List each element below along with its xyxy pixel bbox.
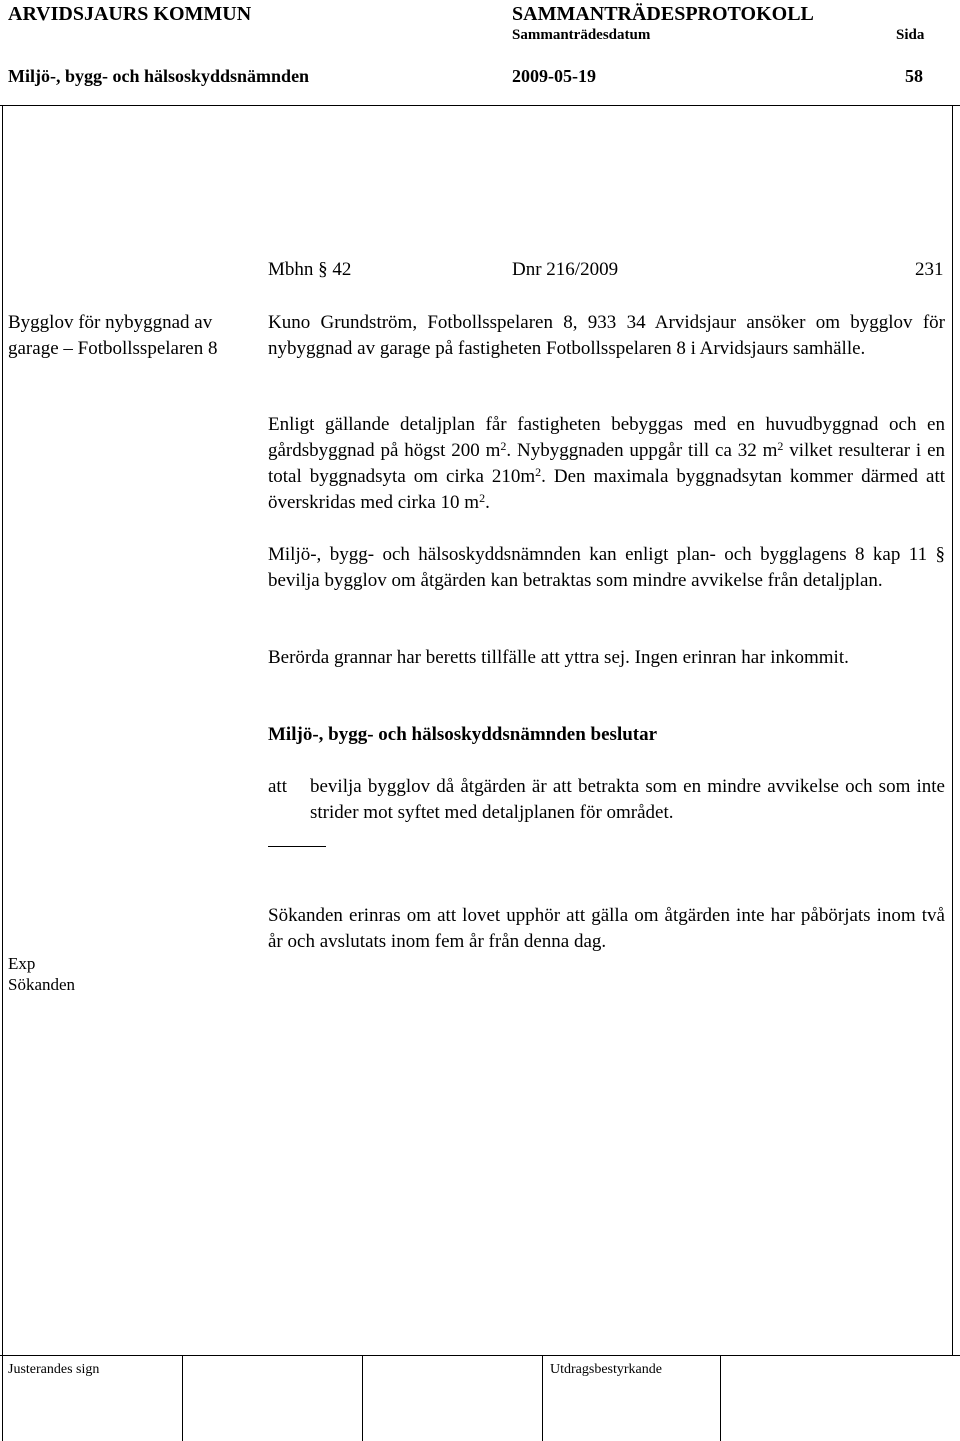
decision-text: bevilja bygglov då åtgärden är att betrakta som en mindre avvikelse och som inte strider mot syftet med detaljplanen för området.	[310, 776, 945, 823]
detail-plan-paragraph: Enligt gällande detaljplan får fastigheten bebyggas med en huvudbyggnad och en gårdsbyggnad på högst 200 $m^2$. Nybyggnaden uppgår till ca 32 $m^2$ vilket resulterar i en total byggnadsyta om cirka $210m^2$. Den maximala byggnadsytan kommer därmed att överskridas med cirka 10 $m^2$.	[268, 414, 946, 513]
application-paragraph: Kuno Grundström, Fotbollsspelaren 8, 933 34 Arvidsjaur ansöker om bygglov för nybyggnad av garage på fastigheten Fotbollsspelaren 8 i Arvidsjaurs samhälle.	[268, 312, 945, 359]
footer-divider-3	[542, 1355, 543, 1441]
document-type: SAMMANTRÄDESPROTOKOLL	[512, 3, 814, 25]
page-label: Sida	[896, 27, 925, 43]
footer-divider-1	[182, 1355, 183, 1441]
subject-line-1: Bygglov för nybyggnad av	[8, 312, 213, 333]
frame-right-line	[952, 105, 953, 1355]
paragraph-number: Mbhn § 42	[268, 259, 352, 280]
page-number: 58	[905, 66, 923, 86]
exp-label: Exp	[8, 954, 36, 973]
case-dnr: Dnr 216/2009	[512, 259, 619, 280]
footer-divider-2	[362, 1355, 363, 1441]
adjuster-signature-label: Justerandes sign	[8, 1362, 100, 1377]
date-label: Sammanträdesdatum	[512, 27, 651, 43]
legal-basis-paragraph: Miljö-, bygg- och hälsoskyddsnämnden kan enligt plan- och bygglagens 8 kap 11 § bevilja bygglov om åtgärden kan betraktas som mindre avvikelse från detaljplan.	[268, 544, 945, 591]
decision-heading: Miljö-, bygg- och hälsoskyddsnämnden beslutar	[268, 724, 658, 745]
case-code: 231	[915, 259, 944, 280]
decision-end-rule	[268, 846, 326, 847]
footer-divider-4	[720, 1355, 721, 1441]
frame-left-line	[2, 105, 3, 1441]
decision-att: att	[268, 776, 287, 797]
subject-line-2: garage – Fotbollsspelaren 8	[8, 338, 218, 359]
footer-top-line	[0, 1355, 960, 1356]
meeting-date: 2009-05-19	[512, 66, 596, 86]
neighbours-paragraph: Berörda grannar har beretts tillfälle att yttra sej. Ingen erinran har inkommit.	[268, 647, 849, 668]
frame-top-line	[0, 105, 960, 106]
extract-certification-label: Utdragsbestyrkande	[550, 1362, 662, 1377]
reminder-paragraph: Sökanden erinras om att lovet upphör att gälla om åtgärden inte har påbörjats inom två år och avslutats inom fem år från denna dag.	[268, 905, 945, 952]
municipality-name: ARVIDSJAURS KOMMUN	[8, 3, 252, 25]
exp-recipient: Sökanden	[8, 975, 76, 994]
committee-name: Miljö-, bygg- och hälsoskyddsnämnden	[8, 66, 310, 86]
